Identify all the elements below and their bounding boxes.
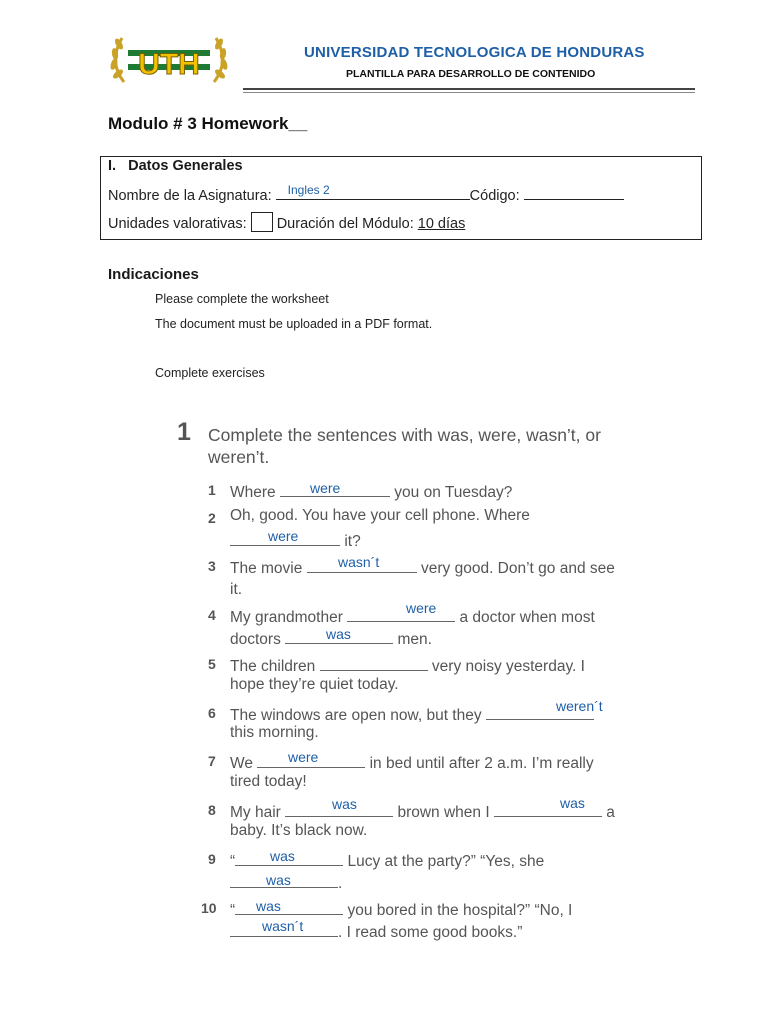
item-text: this morning. [230, 724, 319, 741]
item-text [230, 654, 585, 676]
answer-text: wasn´t [338, 554, 380, 570]
item-number: 5 [208, 656, 216, 672]
subject-label: Nombre de la Asignatura: [108, 188, 272, 204]
sentence-part: “ [230, 853, 236, 870]
item-number: 3 [208, 558, 216, 574]
sentence-part: you on Tuesday? [394, 484, 513, 501]
sentence-part: it? [344, 533, 361, 550]
item-text [230, 751, 594, 773]
subject-value: Ingles 2 [287, 183, 330, 197]
answer-text: was [270, 848, 295, 864]
sentence-part: My grandmother [230, 609, 343, 626]
item-number: 8 [208, 802, 216, 818]
item-text [230, 800, 615, 822]
answer-text: were [288, 749, 319, 765]
answer-text: was [560, 795, 585, 811]
instruction-text: weren’t. [208, 447, 270, 467]
code-label: Código: [469, 188, 520, 204]
sentence-part: “ [230, 902, 236, 919]
instructions-heading: Indicaciones [108, 266, 199, 283]
sentence-part: Where [230, 484, 276, 501]
answer-text: was [266, 872, 291, 888]
sentence-part: My hair [230, 804, 281, 821]
duration-value: 10 días [417, 216, 466, 232]
item-number: 10 [201, 900, 217, 916]
instruction-line: The document must be uploaded in a PDF format. [155, 317, 433, 331]
logo-text: UTH [138, 48, 200, 81]
units-checkbox[interactable] [251, 212, 273, 232]
exercise-instruction [208, 424, 601, 468]
answer-blank[interactable] [320, 654, 428, 671]
answer-text: was [256, 898, 281, 914]
laurel-logo-icon [104, 30, 234, 90]
instruction-line: Complete exercises [155, 366, 265, 380]
subject-field[interactable] [276, 185, 470, 204]
uth-logo [104, 30, 234, 90]
answer-blank[interactable] [494, 800, 602, 817]
page-title: Modulo # 3 Homework__ [108, 114, 308, 133]
sentence-part: you bored in the hospital?” “No, I [347, 902, 573, 919]
header-rule [243, 88, 695, 93]
answer-text: weren´t [556, 698, 603, 714]
instruction-line: Please complete the worksheet [155, 292, 329, 306]
sentence-part: a [606, 804, 615, 821]
answer-text: were [310, 480, 341, 496]
item-number: 1 [208, 482, 216, 498]
sentence-part: . [338, 875, 343, 892]
sentence-part: The windows are open now, but they [230, 707, 482, 724]
duration-label: Duración del Módulo: [276, 216, 414, 232]
exercise-number: 1 [177, 418, 191, 446]
units-label: Unidades valorativas: [108, 216, 247, 232]
answer-blank[interactable] [347, 605, 455, 622]
answer-text: were [268, 528, 299, 544]
sentence-part: a doctor when most [459, 609, 595, 626]
answer-text: was [332, 796, 357, 812]
sentence-part: men. [397, 631, 432, 648]
sentence-part: brown when I [397, 804, 490, 821]
general-data-heading: I. Datos Generales [108, 158, 243, 174]
sentence-part: Lucy at the party?” “Yes, she [347, 853, 545, 870]
item-number: 6 [208, 705, 216, 721]
instruction-text: Complete the sentences with was, were, wasn’t, or [208, 425, 601, 445]
sentence-part: very noisy yesterday. I [431, 658, 585, 675]
code-field[interactable] [524, 185, 624, 200]
sentence-part: in bed until after 2 a.m. I’m really [369, 755, 594, 772]
item-number: 9 [208, 851, 216, 867]
item-number: 7 [208, 753, 216, 769]
university-name: UNIVERSIDAD TECNOLOGICA DE HONDURAS [304, 44, 645, 61]
item-text: baby. It’s black now. [230, 822, 368, 839]
item-text [230, 703, 594, 725]
item-number: 2 [208, 510, 216, 526]
item-text: Oh, good. You have your cell phone. Where [230, 507, 530, 524]
sentence-part: We [230, 755, 253, 772]
item-text: tired today! [230, 773, 307, 790]
sentence-part: . I read some good books.” [338, 924, 523, 941]
sentence-part: The children [230, 658, 316, 675]
answer-text: were [406, 600, 437, 616]
subject-row [108, 185, 624, 204]
sentence-part: The movie [230, 560, 303, 577]
units-row [108, 212, 465, 232]
answer-blank[interactable] [235, 898, 343, 915]
answer-text: wasn´t [262, 918, 304, 934]
answer-text: was [326, 626, 351, 642]
item-text: it. [230, 581, 243, 598]
item-text [230, 556, 615, 578]
item-text [230, 480, 512, 502]
item-number: 4 [208, 607, 216, 623]
item-text: hope they’re quiet today. [230, 676, 399, 693]
template-subtitle: PLANTILLA PARA DESARROLLO DE CONTENIDO [346, 68, 596, 80]
sentence-part: very good. Don’t go and see [421, 560, 615, 577]
item-text [230, 898, 572, 920]
sentence-part: doctors [230, 631, 281, 648]
